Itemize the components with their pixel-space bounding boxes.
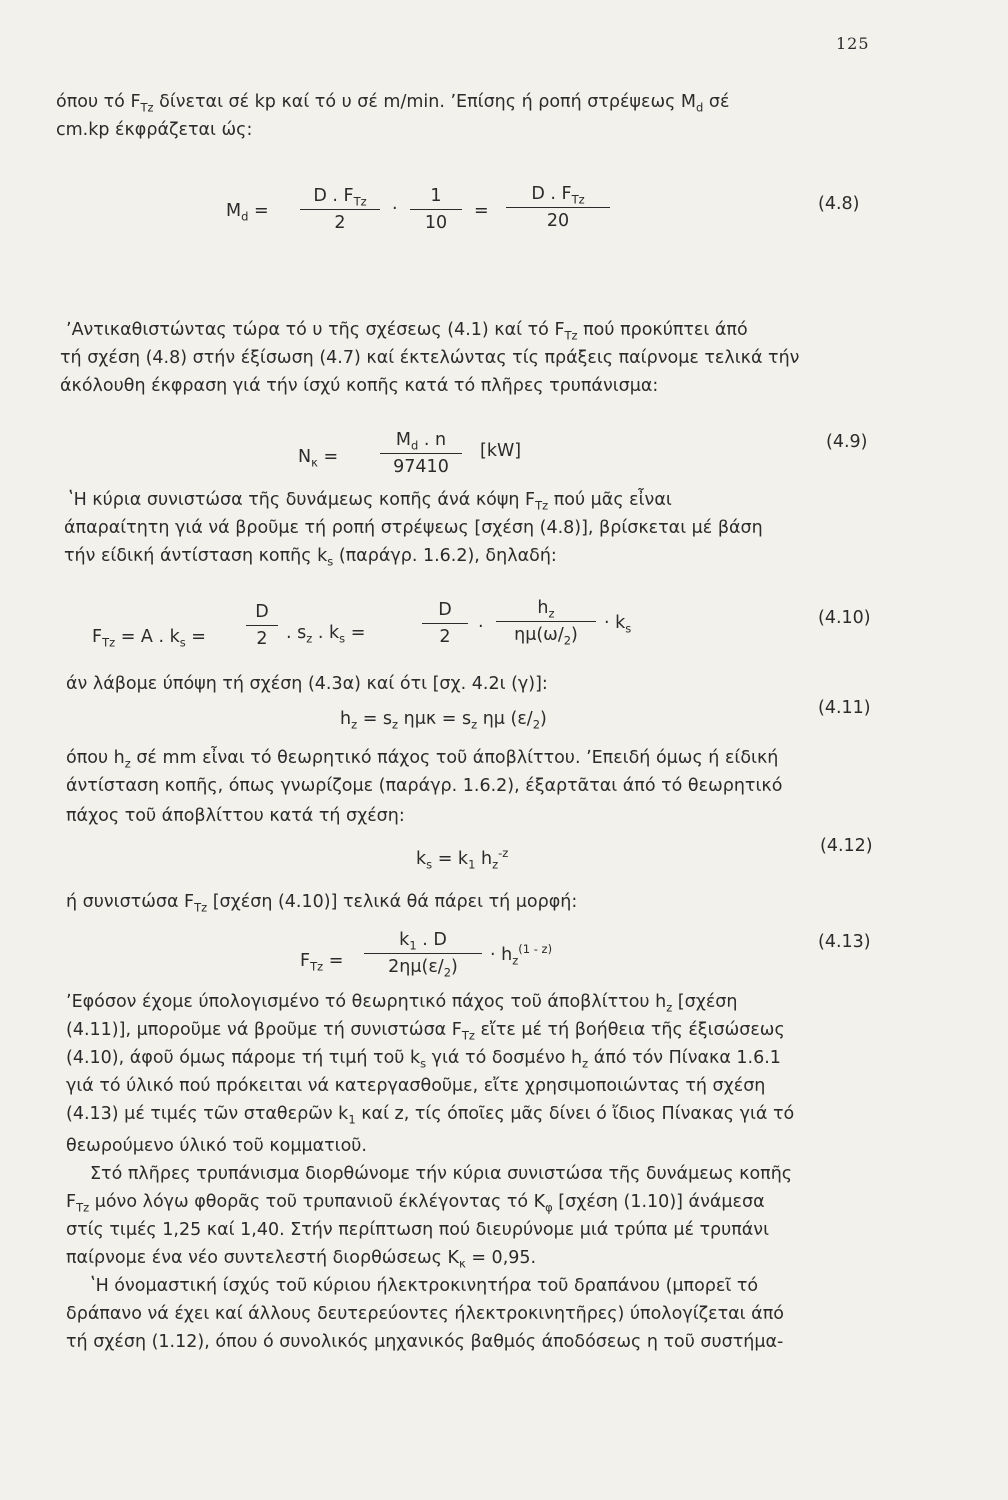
text-line: (4.13) μέ τιμές τῶν σταθερῶν $k_1$ καί z, τίς όποῖες μᾶς δίνει ό ἴδιος Πίνακας γιά τό bbox=[66, 1104, 795, 1127]
eq-dot: · bbox=[392, 199, 398, 219]
eq-lhs: $N_\kappa$ = bbox=[298, 447, 339, 470]
numerator: $h_z$ bbox=[537, 598, 555, 621]
text-line: τή σχέση (4.8) στήν έξίσωση (4.7) καί έκτελώντας τίς πράξεις παίρνομε τελικά τήν bbox=[60, 348, 800, 368]
text-line: Στό πλῆρες τρυπάνισμα διορθώνομε τήν κύρια συνιστώσα τῆς δυνάμεως κοπῆς bbox=[90, 1164, 793, 1184]
eq-lhs: $F_{Tz}$ = bbox=[300, 951, 344, 974]
text-line: $F_{Tz}$ μόνο λόγω φθορᾶς τοῦ τρυπανιοῦ έκλέγοντας τό $K_\varphi$ [σχέση (1.10)] άνάμεσα bbox=[66, 1192, 765, 1215]
equation-number: (4.13) bbox=[818, 932, 871, 952]
text-line: άκόλουθη έκφραση γιά τήν ίσχύ κοπῆς κατά τό πλῆρες τρυπάνισμα: bbox=[60, 376, 659, 396]
text-line: δράπανο νά έχει καί άλλους δευτερεύοντες ήλεκτροκινητῆρες) ύπολογίζεται άπό bbox=[66, 1304, 784, 1324]
text-line: τήν είδική άντίσταση κοπῆς $k_s$ (παράγρ. 1.6.2), δηλαδή: bbox=[64, 546, 557, 569]
text-line: παίρνομε ένα νέο συντελεστή διορθώσεως $K_\kappa = 0,95$. bbox=[66, 1248, 537, 1271]
text-line: ʼΑντικαθιστώντας τώρα τό υ τῆς σχέσεως (4.1) καί τό $F_{Tz}$ πού προκύπτει άπό bbox=[66, 320, 748, 343]
text-line: άπαραίτητη γιά νά βροῦμε τή ροπή στρέψεως [σχέση (4.8)], βρίσκεται μέ βάση bbox=[64, 518, 763, 538]
eq-tail: · $k_s$ bbox=[604, 613, 632, 636]
fraction bbox=[364, 930, 482, 980]
numerator: D . $F_{Tz}$ bbox=[531, 184, 585, 207]
denominator: 20 bbox=[546, 211, 570, 231]
page-number: 125 bbox=[836, 34, 870, 53]
equation-number: (4.12) bbox=[820, 836, 873, 856]
numerator: 1 bbox=[430, 186, 442, 206]
numerator: D . $F_{Tz}$ bbox=[313, 186, 367, 209]
denominator: 10 bbox=[424, 213, 448, 233]
text-line: ή συνιστώσα $F_{Tz}$ [σχέση (4.10)] τελικά θά πάρει τή μορφή: bbox=[66, 892, 578, 915]
numerator: D bbox=[438, 600, 452, 620]
equation-number: (4.11) bbox=[818, 698, 871, 718]
fraction bbox=[506, 184, 610, 231]
denominator: 2 bbox=[439, 627, 451, 647]
eq-lhs: $F_{Tz} = A$ . $k_s$ = bbox=[92, 627, 206, 650]
eq-tail: · $h_z^{(1 - z)}$ bbox=[490, 942, 553, 968]
denominator: 2 bbox=[256, 629, 268, 649]
equation-number: (4.10) bbox=[818, 608, 871, 628]
equation-number: (4.8) bbox=[818, 194, 860, 214]
fraction bbox=[380, 430, 462, 477]
eq-middle: . $s_z$ . $k_s$ = bbox=[286, 623, 366, 646]
fraction bbox=[496, 598, 596, 648]
eq-body: $h_z = s_z$ $\eta\mu\kappa = s_z$ ημ $(\varepsilon/_2)$ bbox=[340, 709, 547, 732]
eq-lhs: $M_d$ = bbox=[226, 201, 269, 224]
text-line: (4.11)], μποροῦμε νά βροῦμε τή συνιστώσα $F_{Tz}$ εἴτε μέ τή βοήθεια τῆς έξισώσεως bbox=[66, 1020, 785, 1043]
text-line: άντίσταση κοπῆς, όπως γνωρίζομε (παράγρ. 1.6.2), έξαρτᾶται άπό τό θεωρητικό bbox=[66, 776, 783, 796]
text-line: θεωρούμενο ύλικό τοῦ κομματιοῦ. bbox=[66, 1136, 367, 1156]
fraction bbox=[246, 602, 278, 649]
equation-number: (4.9) bbox=[826, 432, 868, 452]
text-line: (4.10), άφοῦ όμως πάρομε τή τιμή τοῦ $k_s$ γιά τό δοσμένο $h_z$ άπό τόν Πίνακα 1.6.1 bbox=[66, 1048, 781, 1071]
denominator: 97410 bbox=[393, 457, 449, 477]
text-line: ʽΗ κύρια συνιστώσα τῆς δυνάμεως κοπῆς άνά κόψη $F_{Tz}$ πού μᾶς εἶναι bbox=[68, 490, 672, 513]
text-line: γιά τό ύλικό πού πρόκειται νά κατεργασθοῦμε, εἴτε χρησιμοποιώντας τή σχέση bbox=[66, 1076, 766, 1096]
eq-equals: = bbox=[474, 201, 489, 221]
eq-body: $k_s = k_1$ $h_z^{-z}$ bbox=[416, 846, 509, 872]
denominator: 2 bbox=[334, 213, 346, 233]
numerator: $k_1$ . D bbox=[399, 930, 447, 953]
text-line: άν λάβομε ύπόψη τή σχέση (4.3α) καί ότι [σχ. 4.2ι (γ)]: bbox=[66, 674, 548, 694]
text-line: ʽΗ όνομαστική ίσχύς τοῦ κύριου ήλεκτροκινητήρα τοῦ δραπάνου (μπορεῖ τό bbox=[90, 1276, 759, 1296]
text-line: τή σχέση (1.12), όπου ό συνολικός μηχανικός βαθμός άποδόσεως η τοῦ συστήμα- bbox=[66, 1332, 784, 1352]
eq-unit: [kW] bbox=[480, 441, 522, 461]
text-line: cm.kp έκφράζεται ώς: bbox=[56, 120, 253, 140]
text-line: όπου $h_z$ σέ mm εἶναι τό θεωρητικό πάχος τοῦ άποβλίττου. ʼΕπειδή όμως ή είδική bbox=[66, 748, 779, 771]
numerator: $M_d$ . n bbox=[395, 430, 447, 453]
denominator: $\eta\mu(\omega/_2)$ bbox=[514, 625, 578, 648]
text-line: όπου τό $F_{Tz}$ δίνεται σέ kp καί τό υ σέ m/min. ʼΕπίσης ή ροπή στρέψεως $M_d$ σέ bbox=[56, 92, 730, 115]
fraction bbox=[410, 186, 462, 233]
eq-dot: · bbox=[478, 617, 484, 637]
text-line: ʼΕφόσον έχομε ύπολογισμένο τό θεωρητικό πάχος τοῦ άποβλίττου $h_z$ [σχέση bbox=[66, 992, 738, 1015]
fraction bbox=[422, 600, 468, 647]
denominator: $2\eta\mu(\varepsilon/_2)$ bbox=[388, 957, 458, 980]
fraction bbox=[300, 186, 380, 233]
numerator: D bbox=[255, 602, 269, 622]
text-line: στίς τιμές 1,25 καί 1,40. Στήν περίπτωση πού διευρύνομε μιά τρύπα μέ τρυπάνι bbox=[66, 1220, 770, 1240]
text-line: πάχος τοῦ άποβλίττου κατά τή σχέση: bbox=[66, 806, 405, 826]
